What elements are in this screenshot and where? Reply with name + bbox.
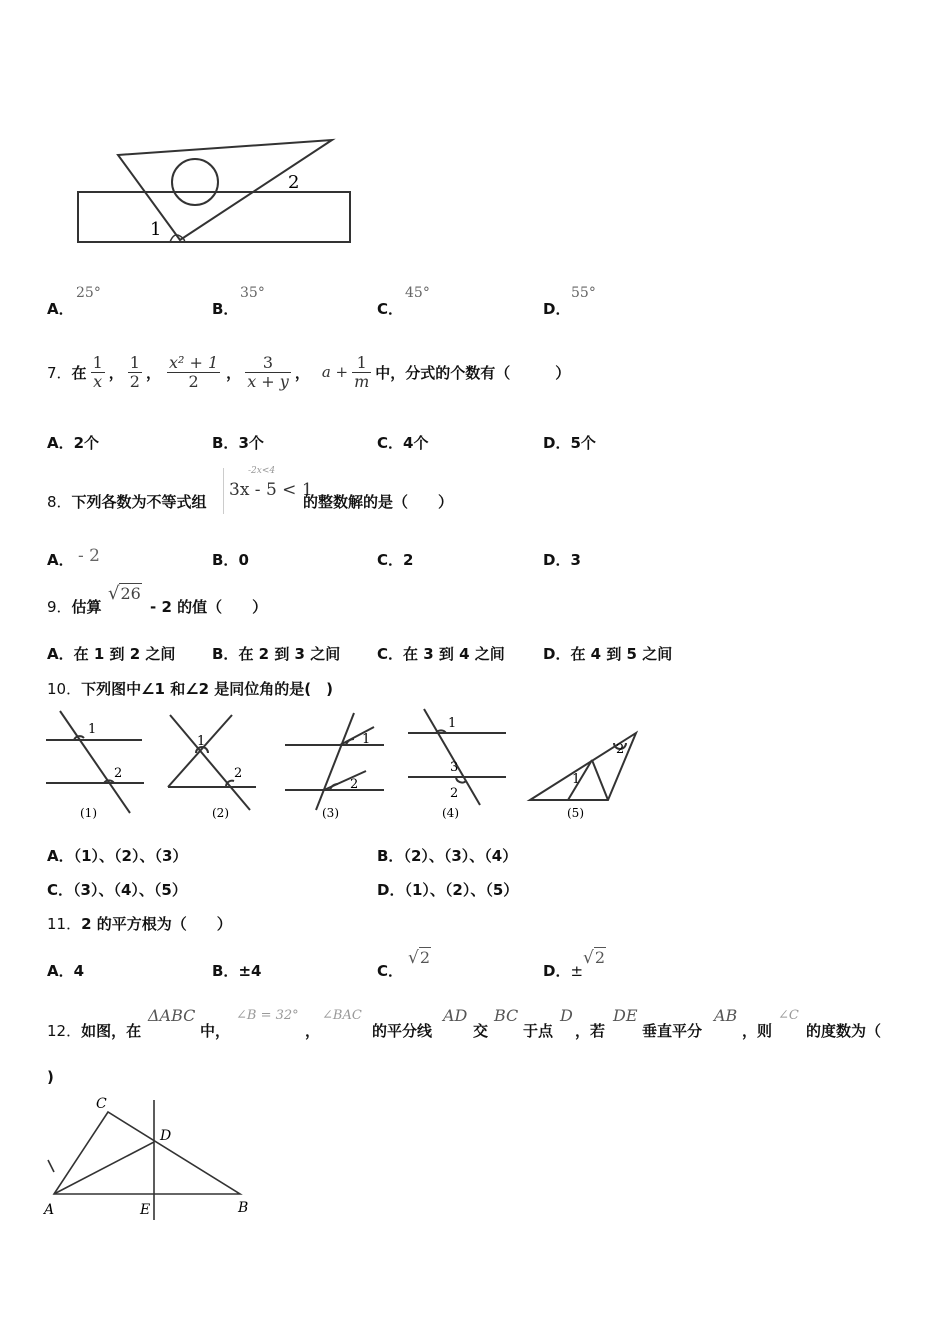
q10-caption-3: (3) (322, 806, 339, 820)
q6-option-a-value: 25° (76, 285, 101, 301)
q9-option-d[interactable]: D．在 4 到 5 之间 (543, 645, 673, 663)
q12-fig-label-e: E (140, 1202, 151, 1218)
q12-de: DE (613, 1006, 638, 1025)
q7-fraction-3: $\frac{\text{x² + 1}}{2}$ (168, 352, 219, 391)
q8-ineq-bottom: 3x - 5 < 1 (229, 480, 313, 500)
q6-circle (172, 159, 218, 205)
q6-option-c[interactable]: C． (377, 300, 404, 318)
q10-fig1-label-1: 1 (88, 722, 97, 737)
q10-option-b[interactable]: B．（2）、（3）、（4） (377, 847, 518, 865)
q7-fraction-2: $\frac{1}{2}$ (129, 352, 140, 391)
q8-brace (223, 468, 228, 514)
q10-fig5-label-1: 1 (572, 772, 581, 787)
q8-option-c[interactable]: C．2 (377, 551, 414, 569)
q6-option-b-value: 35° (240, 285, 265, 301)
q12-tick-a (48, 1160, 54, 1172)
q9-option-b[interactable]: B．在 2 到 3 之间 (212, 645, 341, 663)
q12-p5: 于点 (523, 1022, 554, 1040)
q12-p3: 的平分线 (372, 1022, 433, 1040)
q8-option-d[interactable]: D．3 (543, 551, 581, 569)
q10-fig2-label-1: 1 (197, 734, 206, 749)
q7-fraction-5: $\frac{1}{m}$ (354, 352, 370, 391)
q11-option-b[interactable]: B．±4 (212, 962, 262, 980)
q10-fig5-label-2: 2 (616, 742, 625, 757)
q11-stem: 11．2 的平方根为（ ） (47, 915, 232, 933)
q9-suffix: - 2 的值（ ） (150, 598, 268, 616)
q12-fig-label-d: D (160, 1128, 172, 1144)
q12-fig-label-c: C (96, 1096, 107, 1112)
q6-option-a[interactable]: A． (47, 300, 74, 318)
q10-figure-3 (285, 713, 384, 810)
q8-ineq-top: -2x<4 (248, 466, 276, 476)
q12-ab: AB (714, 1006, 738, 1025)
q7-fraction-1: $\frac{1}{x}$ (92, 352, 103, 391)
q11-option-d-value: √2 (583, 948, 606, 968)
q8-option-b[interactable]: B．0 (212, 551, 249, 569)
q10-fig3-label-2: 2 (350, 777, 359, 792)
q12-angle-bac: ∠BAC (322, 1008, 362, 1023)
q11-option-d[interactable]: D．± (543, 962, 584, 980)
q11-option-c[interactable]: C． (377, 962, 404, 980)
q10-option-c[interactable]: C．（3）、（4）、（5） (47, 881, 187, 899)
q6-option-c-value: 45° (405, 285, 430, 301)
q8-suffix: 的整数解的是（ ） (303, 493, 454, 511)
q7-option-b[interactable]: B．3个 (212, 434, 264, 452)
q7-fraction-4: $\frac{3}{x + y}$ (247, 352, 289, 391)
q12-fig-label-a: A (44, 1202, 55, 1218)
q10-fig4-label-1: 1 (448, 716, 457, 731)
q12-p7: 垂直平分 (642, 1022, 703, 1040)
q10-caption-4: (4) (442, 806, 459, 820)
q10-fig4-label-2: 2 (450, 786, 459, 801)
q6-option-b[interactable]: B． (212, 300, 239, 318)
q8-option-a[interactable]: A． (47, 551, 74, 569)
q6-label-2: 2 (288, 172, 300, 193)
q10-option-d[interactable]: D．（1）、（2）、（5） (377, 881, 519, 899)
q10-fig4-label-3: 3 (450, 760, 459, 775)
q9-sqrt: √26 (108, 583, 141, 604)
q12-figure (40, 1090, 270, 1225)
q6-option-d[interactable]: D． (543, 300, 571, 318)
q12-angle-b: ∠B = 32° (236, 1008, 299, 1023)
q12-close: ) (47, 1068, 54, 1086)
q7-option-a[interactable]: A．2个 (47, 434, 100, 452)
q10-option-a[interactable]: A．（1）、（2）、（3） (47, 847, 188, 865)
q12-line-ad (54, 1142, 154, 1194)
q12-p6: ，若 (575, 1022, 606, 1040)
q7-option-d[interactable]: D．5个 (543, 434, 596, 452)
q12-triangle: ΔABC (148, 1006, 196, 1025)
q12-p8: ，则 (742, 1022, 773, 1040)
q10-fig3-label-1: 1 (362, 732, 371, 747)
q12-ad: AD (443, 1006, 468, 1025)
q8-stem: 8．下列各数为不等式组 (47, 493, 207, 511)
q12-num: 12．如图，在 (47, 1022, 142, 1040)
q7-stem: 7． 在 $\frac{1}{x}$ ， $\frac{1}{2}$ ， $\frac{\text{x² + 1}}{2}$ ， $\frac{3}{x + y}$ ， a + $\frac{1}{m}$ 中，分式的个数有（ ） (47, 352, 571, 391)
q12-triangle-shape (54, 1112, 240, 1194)
q10-stem: 10．下列图中∠1 和∠2 是同位角的是( ) (47, 680, 334, 698)
q6-option-d-value: 55° (571, 285, 596, 301)
q11-option-c-value: √2 (408, 948, 431, 968)
q12-comma: ， (305, 1022, 321, 1040)
q10-caption-5: (5) (567, 806, 584, 820)
q8-option-a-value: - 2 (78, 546, 100, 566)
q12-p9: 的度数为（ (806, 1022, 882, 1040)
q9-option-a[interactable]: A．在 1 到 2 之间 (47, 645, 176, 663)
q10-fig2-label-2: 2 (234, 766, 243, 781)
q11-option-a[interactable]: A．4 (47, 962, 85, 980)
q10-figure-2 (168, 715, 256, 810)
q12-angle-c: ∠C (778, 1008, 799, 1023)
q9-stem-a: 9．估算 (47, 598, 102, 616)
q12-p2: 中， (200, 1022, 231, 1040)
q10-caption-1: (1) (80, 806, 97, 820)
q6-figure (70, 130, 360, 250)
q10-figures (40, 705, 650, 825)
q6-label-1: 1 (150, 219, 162, 240)
q12-d: D (560, 1006, 573, 1025)
q9-option-c[interactable]: C．在 3 到 4 之间 (377, 645, 505, 663)
q7-option-c[interactable]: C．4个 (377, 434, 429, 452)
q12-fig-label-b: B (238, 1200, 249, 1216)
q10-caption-2: (2) (212, 806, 229, 820)
q12-p4: 交 (473, 1022, 489, 1040)
q12-bc: BC (494, 1006, 519, 1025)
q10-fig1-label-2: 2 (114, 766, 123, 781)
